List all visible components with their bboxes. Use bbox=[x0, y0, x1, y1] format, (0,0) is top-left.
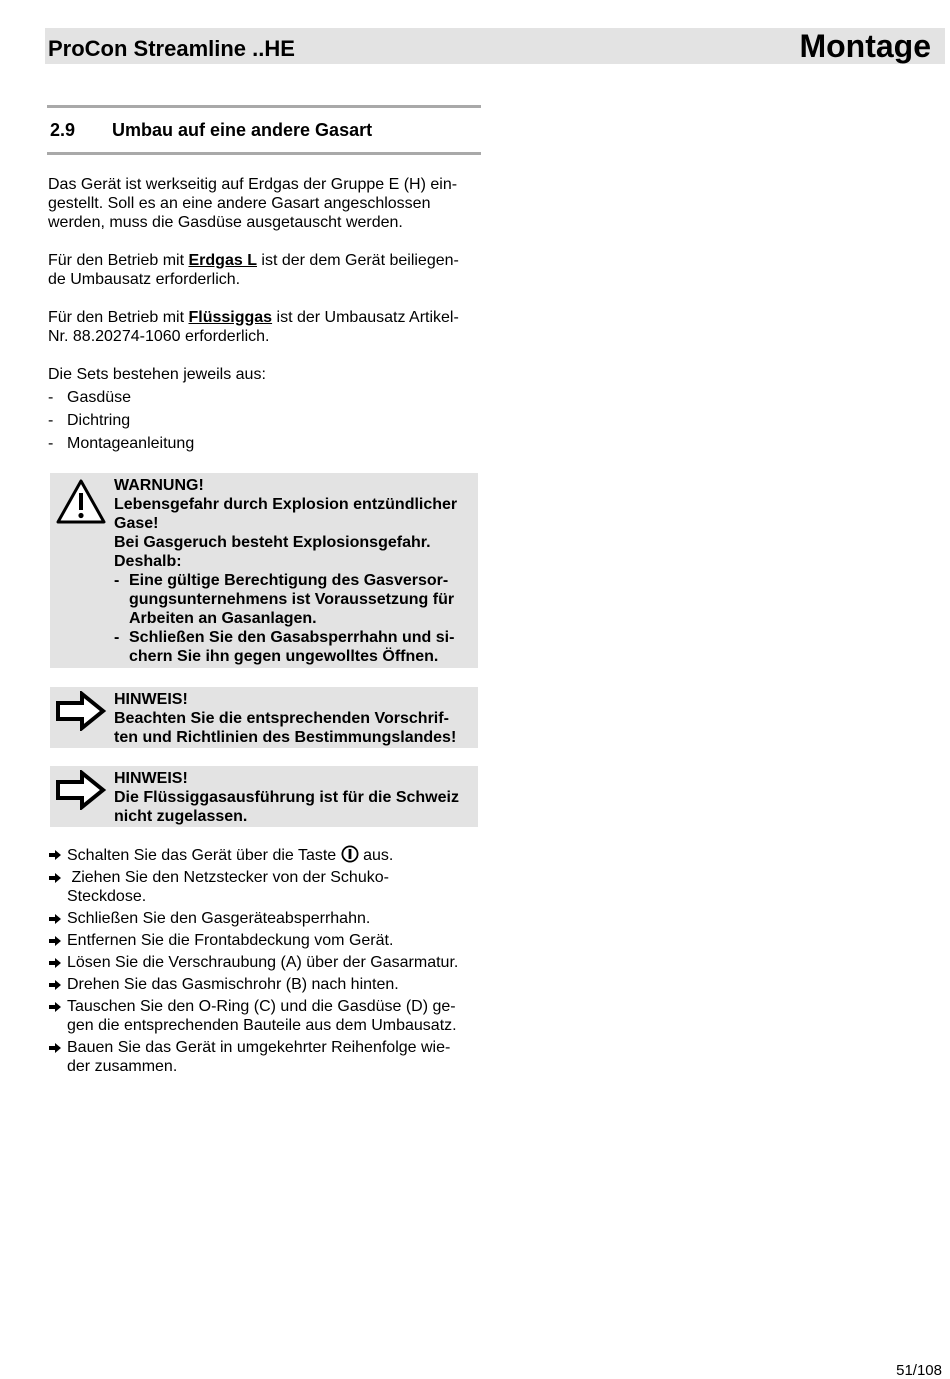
emphasis-fluessiggas: Flüssiggas bbox=[188, 309, 273, 326]
intro-paragraph-1 bbox=[48, 175, 480, 232]
list-item: - Gasdüse bbox=[48, 386, 480, 409]
text-run: Schalten Sie das Gerät über die Taste bbox=[67, 847, 341, 864]
step-arrow-icon bbox=[49, 1043, 61, 1053]
text-run: ist der Umbausatz Artikel- bbox=[272, 309, 459, 326]
section-rule-bottom bbox=[47, 152, 481, 155]
text-line: gestellt. Soll es an eine andere Gasart angeschlossen bbox=[48, 195, 431, 212]
step-arrow-icon bbox=[49, 1002, 61, 1012]
warning-triangle-icon bbox=[55, 477, 107, 530]
hint-arrow-icon bbox=[55, 770, 107, 815]
notice-label: HINWEIS! bbox=[114, 691, 188, 708]
steps-list bbox=[48, 845, 480, 1076]
step-item bbox=[48, 975, 480, 994]
text-line: werden, muss die Gasdüse ausgetauscht werden. bbox=[48, 214, 403, 231]
text-line: - Eine gültige Berechtigung des Gasversor- bbox=[129, 572, 449, 589]
text-line bbox=[48, 251, 480, 270]
text-line: Beachten Sie die entsprechenden Vorschrif- bbox=[114, 710, 449, 727]
section-rule-top bbox=[47, 105, 481, 108]
text-run: aus. bbox=[358, 847, 394, 864]
emphasis-erdgas-l: Erdgas L bbox=[188, 252, 257, 269]
step-item bbox=[48, 845, 480, 865]
section-name: Montage bbox=[799, 28, 931, 64]
notice-label: HINWEIS! bbox=[114, 770, 188, 787]
step-arrow-icon bbox=[49, 914, 61, 924]
notice-1-text bbox=[114, 690, 472, 747]
step-item bbox=[48, 868, 480, 906]
text-line: Arbeiten an Gasanlagen. bbox=[129, 610, 317, 627]
section-heading bbox=[50, 120, 372, 141]
text-line: gen die entsprechenden Bauteile aus dem Umbausatz. bbox=[67, 1017, 457, 1034]
step-arrow-icon bbox=[49, 936, 61, 946]
step-item bbox=[48, 1038, 480, 1076]
text-line: gungsunternehmens ist Voraussetzung für bbox=[129, 591, 455, 608]
text-run: Für den Betrieb mit bbox=[48, 252, 189, 269]
text-line: Nr. 88.20274-1060 erforderlich. bbox=[48, 328, 270, 345]
text-line: Das Gerät ist werkseitig auf Erdgas der Gruppe E (H) ein- bbox=[48, 176, 458, 193]
text-line: Lebensgefahr durch Explosion entzündlicher bbox=[114, 496, 458, 513]
text-line: Drehen Sie das Gasmischrohr (B) nach hinten. bbox=[67, 976, 399, 993]
hint-arrow-icon bbox=[55, 691, 107, 736]
text-line: Bei Gasgeruch besteht Explosionsgefahr. bbox=[114, 534, 431, 551]
page-number: 51/108 bbox=[896, 1362, 942, 1379]
list-item bbox=[114, 628, 472, 666]
instruction-steps bbox=[48, 845, 480, 1079]
text-line: der zusammen. bbox=[67, 1058, 178, 1075]
set-contents-list bbox=[48, 386, 480, 455]
text-line: Bauen Sie das Gerät in umgekehrter Reihenfolge wie- bbox=[67, 1039, 451, 1056]
intro-paragraph-2 bbox=[48, 251, 480, 289]
text-line: - Schließen Sie den Gasabsperrhahn und si- bbox=[129, 629, 455, 646]
step-arrow-icon bbox=[49, 980, 61, 990]
text-line: Die Flüssiggasausführung ist für die Schweiz bbox=[114, 789, 459, 806]
text-line: Lösen Sie die Verschraubung (A) über der Gasarmatur. bbox=[67, 954, 459, 971]
intro-paragraph-3 bbox=[48, 308, 480, 346]
text-line: Tauschen Sie den O-Ring (C) und die Gasdüse (D) ge- bbox=[67, 998, 456, 1015]
page-header bbox=[45, 28, 945, 64]
text-line: ten und Richtlinien des Bestimmungslandes! bbox=[114, 729, 457, 746]
text-line: nicht zugelassen. bbox=[114, 808, 248, 825]
step-item bbox=[48, 953, 480, 972]
step-item bbox=[48, 931, 480, 950]
step-arrow-icon bbox=[49, 958, 61, 968]
warning-label: WARNUNG! bbox=[114, 477, 204, 494]
text-line: de Umbausatz erforderlich. bbox=[48, 271, 241, 288]
section-number: 2.9 bbox=[50, 120, 76, 140]
list-item bbox=[114, 571, 472, 628]
step-arrow-icon bbox=[49, 873, 61, 883]
list-item: - Dichtring bbox=[48, 409, 480, 432]
step-arrow-icon bbox=[49, 850, 61, 860]
text-line: Schließen Sie den Gasgeräteabsperrhahn. bbox=[67, 910, 371, 927]
text-line bbox=[48, 308, 480, 327]
notice-2-text bbox=[114, 769, 472, 826]
text-line: Ziehen Sie den Netzstecker von der Schuko- bbox=[67, 869, 389, 886]
notice-box-1 bbox=[50, 687, 478, 748]
warning-text bbox=[114, 476, 472, 666]
warning-list bbox=[114, 571, 472, 666]
list-item: - Montageanleitung bbox=[48, 432, 480, 455]
step-item bbox=[48, 997, 480, 1035]
text-run: Für den Betrieb mit bbox=[48, 309, 189, 326]
warning-box bbox=[50, 473, 478, 668]
text-run: ist der dem Gerät beiliegen- bbox=[256, 252, 459, 269]
text-line: Entfernen Sie die Frontabdeckung vom Gerät. bbox=[67, 932, 394, 949]
text-line: Steckdose. bbox=[67, 888, 147, 905]
section-title: Umbau auf eine andere Gasart bbox=[112, 120, 373, 140]
doc-title: ProCon Streamline ..HE bbox=[48, 36, 295, 61]
power-button-icon bbox=[341, 845, 359, 863]
text-line: chern Sie ihn gegen ungewolltes Öffnen. bbox=[129, 648, 439, 665]
step-item bbox=[48, 909, 480, 928]
text-line: Deshalb: bbox=[114, 553, 182, 570]
notice-box-2 bbox=[50, 766, 478, 827]
intro-paragraph-4 bbox=[48, 365, 480, 455]
text-line: Die Sets bestehen jeweils aus: bbox=[48, 366, 266, 383]
text-line: Gase! bbox=[114, 515, 159, 532]
